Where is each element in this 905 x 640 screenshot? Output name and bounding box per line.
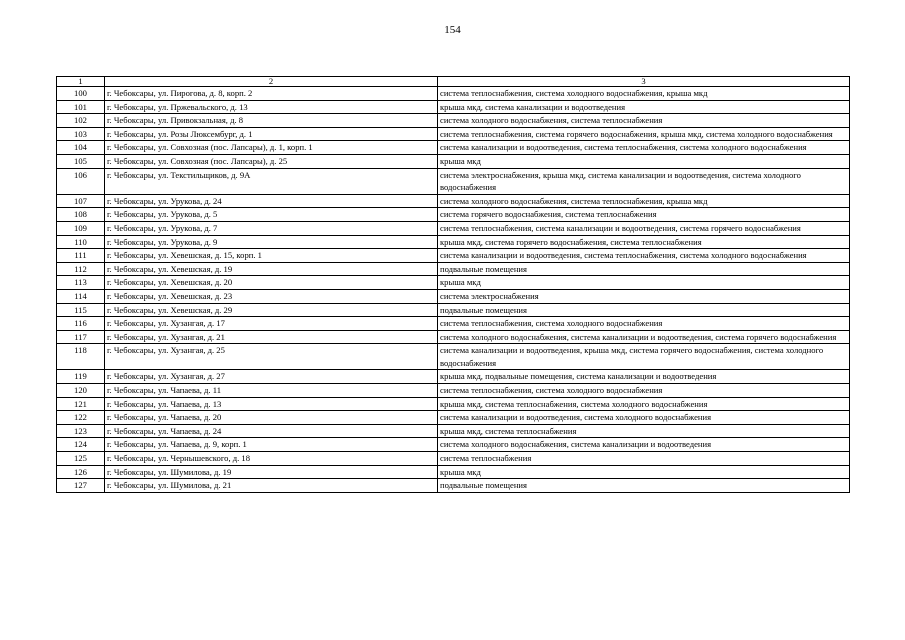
row-address: г. Чебоксары, ул. Шумилова, д. 21 — [105, 479, 438, 493]
row-number: 121 — [57, 397, 105, 411]
table-body — [57, 87, 850, 493]
row-systems: система теплоснабжения — [438, 452, 850, 466]
row-address: г. Чебоксары, ул. Розы Люксембург, д. 1 — [105, 127, 438, 141]
row-systems: система теплоснабжения, система горячего водоснабжения, крыша мкд, система холодного водоснабжения — [438, 127, 850, 141]
table-row — [57, 330, 850, 344]
row-address: г. Чебоксары, ул. Совхозная (пос. Лапсары), д. 1, корп. 1 — [105, 141, 438, 155]
table-row — [57, 479, 850, 493]
table-row — [57, 452, 850, 466]
row-number: 105 — [57, 154, 105, 168]
table-row — [57, 384, 850, 398]
row-number: 112 — [57, 262, 105, 276]
row-systems: крыша мкд — [438, 154, 850, 168]
row-address: г. Чебоксары, ул. Хевешская, д. 19 — [105, 262, 438, 276]
row-systems: система холодного водоснабжения, система теплоснабжения — [438, 114, 850, 128]
row-systems: система канализации и водоотведения, крыша мкд, система горячего водоснабжения, система холодного водоснабжения — [438, 344, 850, 370]
row-systems: крыша мкд, система теплоснабжения — [438, 424, 850, 438]
table-row — [57, 397, 850, 411]
table-row — [57, 303, 850, 317]
table-row — [57, 127, 850, 141]
row-systems: система горячего водоснабжения, система теплоснабжения — [438, 208, 850, 222]
buildings-table — [56, 76, 850, 493]
table-row — [57, 221, 850, 235]
row-address: г. Чебоксары, ул. Чапаева, д. 20 — [105, 411, 438, 425]
table-row — [57, 276, 850, 290]
table-row — [57, 344, 850, 370]
row-systems: система канализации и водоотведения, система холодного водоснабжения — [438, 411, 850, 425]
row-systems: система теплоснабжения, система холодного водоснабжения — [438, 317, 850, 331]
table-row — [57, 438, 850, 452]
row-number: 104 — [57, 141, 105, 155]
row-number: 120 — [57, 384, 105, 398]
row-systems: крыша мкд, система теплоснабжения, система холодного водоснабжения — [438, 397, 850, 411]
row-address: г. Чебоксары, ул. Хузангая, д. 25 — [105, 344, 438, 370]
row-systems: крыша мкд, система канализации и водоотведения — [438, 100, 850, 114]
row-address: г. Чебоксары, ул. Чапаева, д. 9, корп. 1 — [105, 438, 438, 452]
row-number: 114 — [57, 289, 105, 303]
row-address: г. Чебоксары, ул. Хевешская, д. 15, корп. 1 — [105, 249, 438, 263]
row-number: 124 — [57, 438, 105, 452]
row-systems: крыша мкд — [438, 465, 850, 479]
row-address: г. Чебоксары, ул. Привокзальная, д. 8 — [105, 114, 438, 128]
row-address: г. Чебоксары, ул. Хевешская, д. 29 — [105, 303, 438, 317]
table-row — [57, 235, 850, 249]
row-number: 102 — [57, 114, 105, 128]
row-number: 117 — [57, 330, 105, 344]
row-number: 111 — [57, 249, 105, 263]
table-row — [57, 424, 850, 438]
row-systems: система холодного водоснабжения, система теплоснабжения, крыша мкд — [438, 194, 850, 208]
row-address: г. Чебоксары, ул. Совхозная (пос. Лапсары), д. 25 — [105, 154, 438, 168]
table-row — [57, 262, 850, 276]
row-address: г. Чебоксары, ул. Урукова, д. 5 — [105, 208, 438, 222]
row-systems: система канализации и водоотведения, система теплоснабжения, система холодного водоснабжения — [438, 249, 850, 263]
row-number: 108 — [57, 208, 105, 222]
row-systems: подвальные помещения — [438, 479, 850, 493]
row-number: 110 — [57, 235, 105, 249]
table-row — [57, 114, 850, 128]
table-row — [57, 317, 850, 331]
row-systems: система теплоснабжения, система канализации и водоотведения, система горячего водоснабжения — [438, 221, 850, 235]
row-address: г. Чебоксары, ул. Хевешская, д. 23 — [105, 289, 438, 303]
table-row — [57, 168, 850, 194]
row-number: 123 — [57, 424, 105, 438]
table-row — [57, 411, 850, 425]
row-address: г. Чебоксары, ул. Хевешская, д. 20 — [105, 276, 438, 290]
table-row — [57, 154, 850, 168]
row-systems: система теплоснабжения, система холодного водоснабжения — [438, 384, 850, 398]
table-row — [57, 194, 850, 208]
row-number: 118 — [57, 344, 105, 370]
table-header-row — [57, 77, 850, 87]
row-systems: система электроснабжения — [438, 289, 850, 303]
table-row — [57, 87, 850, 101]
row-systems: подвальные помещения — [438, 303, 850, 317]
table-row — [57, 100, 850, 114]
row-systems: система теплоснабжения, система холодного водоснабжения, крыша мкд — [438, 87, 850, 101]
row-systems: крыша мкд — [438, 276, 850, 290]
page-number: 154 — [444, 24, 461, 36]
row-address: г. Чебоксары, ул. Чапаева, д. 13 — [105, 397, 438, 411]
row-systems: система холодного водоснабжения, система канализации и водоотведения — [438, 438, 850, 452]
row-address: г. Чебоксары, ул. Текстильщиков, д. 9А — [105, 168, 438, 194]
row-number: 106 — [57, 168, 105, 194]
row-number: 103 — [57, 127, 105, 141]
row-address: г. Чебоксары, ул. Чапаева, д. 24 — [105, 424, 438, 438]
row-address: г. Чебоксары, ул. Чернышевского, д. 18 — [105, 452, 438, 466]
row-address: г. Чебоксары, ул. Хузангая, д. 17 — [105, 317, 438, 331]
row-address: г. Чебоксары, ул. Урукова, д. 7 — [105, 221, 438, 235]
row-number: 122 — [57, 411, 105, 425]
row-number: 119 — [57, 370, 105, 384]
row-number: 125 — [57, 452, 105, 466]
table-row — [57, 208, 850, 222]
row-systems: крыша мкд, система горячего водоснабжения, система теплоснабжения — [438, 235, 850, 249]
row-number: 101 — [57, 100, 105, 114]
row-address: г. Чебоксары, ул. Чапаева, д. 11 — [105, 384, 438, 398]
row-number: 109 — [57, 221, 105, 235]
row-number: 115 — [57, 303, 105, 317]
table-row — [57, 249, 850, 263]
row-systems: система канализации и водоотведения, система теплоснабжения, система холодного водоснабжения — [438, 141, 850, 155]
row-number: 107 — [57, 194, 105, 208]
table-row — [57, 289, 850, 303]
row-address: г. Чебоксары, ул. Пирогова, д. 8, корп. 2 — [105, 87, 438, 101]
table-row — [57, 370, 850, 384]
column-header-systems: 3 — [438, 77, 850, 87]
table-row — [57, 141, 850, 155]
table-row — [57, 465, 850, 479]
row-address: г. Чебоксары, ул. Урукова, д. 9 — [105, 235, 438, 249]
row-address: г. Чебоксары, ул. Пржевальского, д. 13 — [105, 100, 438, 114]
row-number: 100 — [57, 87, 105, 101]
row-number: 113 — [57, 276, 105, 290]
row-address: г. Чебоксары, ул. Шумилова, д. 19 — [105, 465, 438, 479]
row-address: г. Чебоксары, ул. Урукова, д. 24 — [105, 194, 438, 208]
column-header-address: 2 — [105, 77, 438, 87]
column-header-number: 1 — [57, 77, 105, 87]
row-number: 127 — [57, 479, 105, 493]
row-number: 126 — [57, 465, 105, 479]
row-systems: система холодного водоснабжения, система канализации и водоотведения, система горячего водоснабжения — [438, 330, 850, 344]
row-address: г. Чебоксары, ул. Хузангая, д. 27 — [105, 370, 438, 384]
row-number: 116 — [57, 317, 105, 331]
row-address: г. Чебоксары, ул. Хузангая, д. 21 — [105, 330, 438, 344]
row-systems: крыша мкд, подвальные помещения, система канализации и водоотведения — [438, 370, 850, 384]
row-systems: подвальные помещения — [438, 262, 850, 276]
row-systems: система электроснабжения, крыша мкд, система канализации и водоотведения, система холодного водоснабжения — [438, 168, 850, 194]
